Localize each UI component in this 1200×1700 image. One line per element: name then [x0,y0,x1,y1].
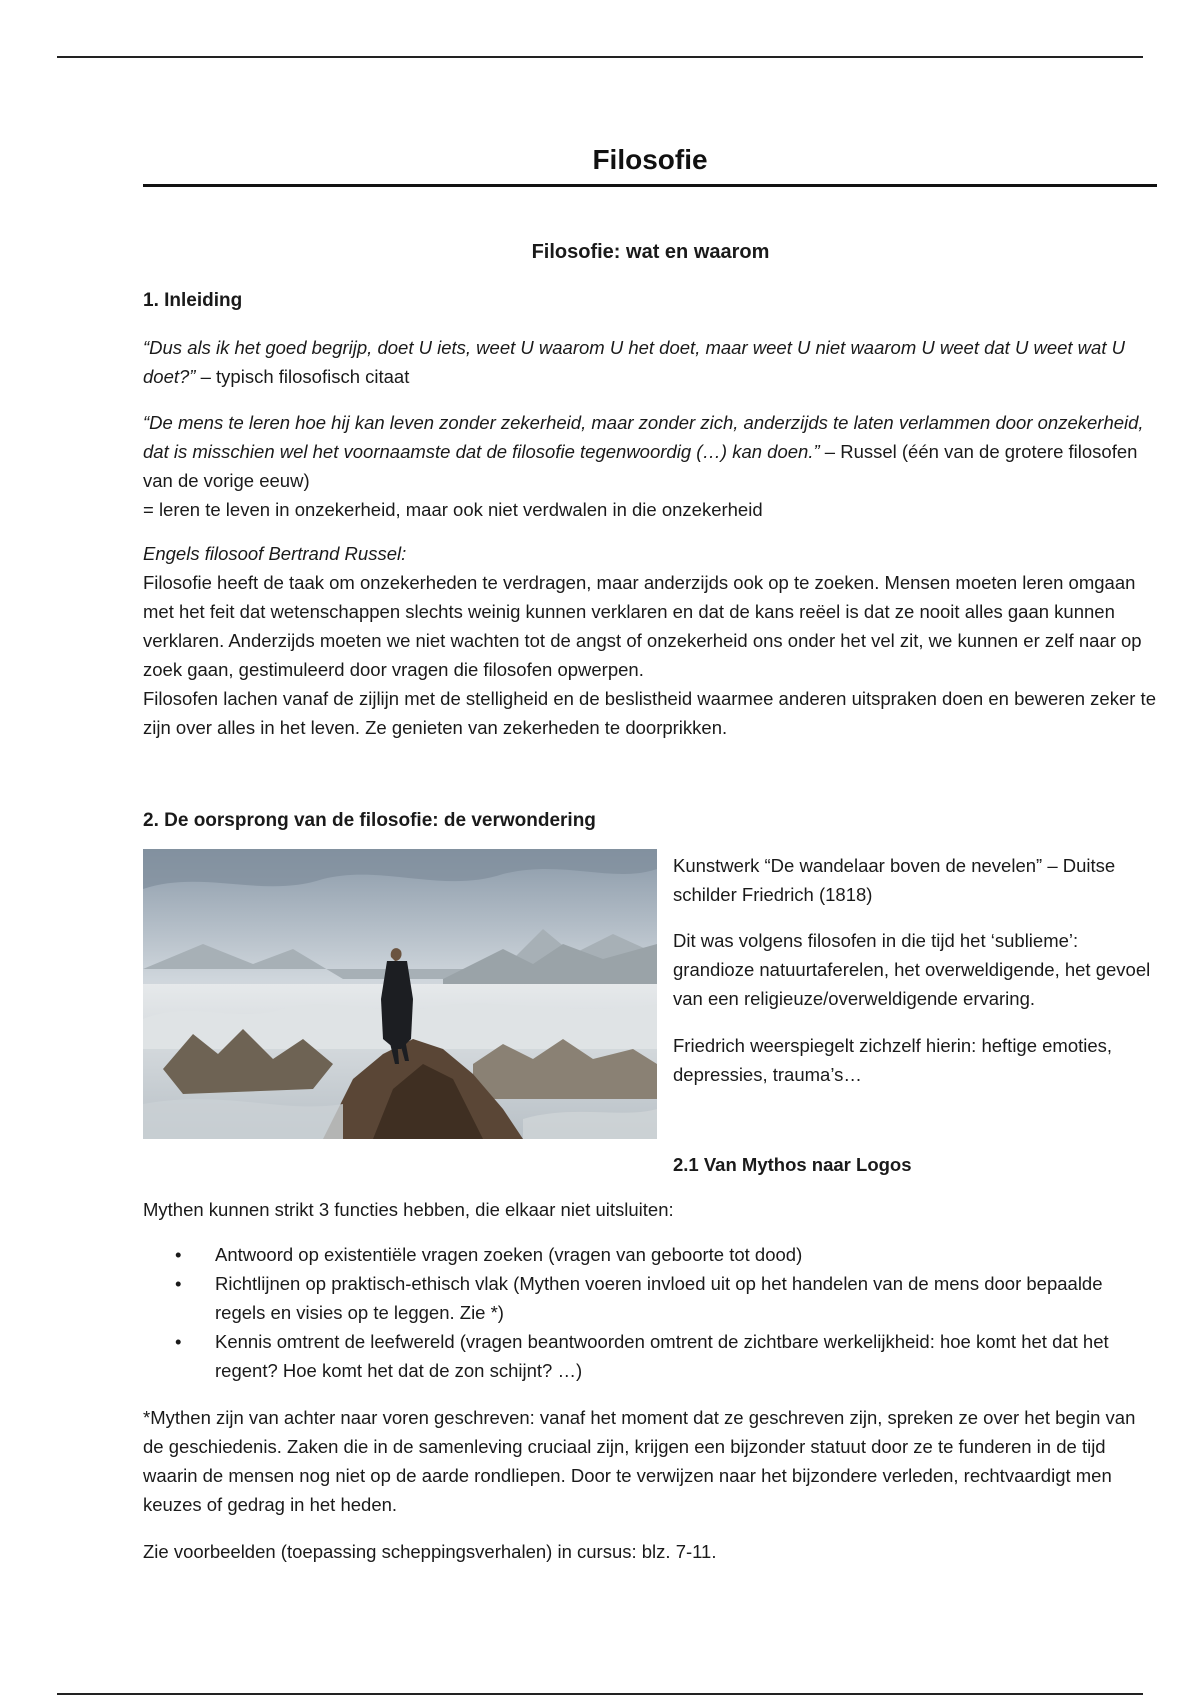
list-item-text: Kennis omtrent de leefwereld (vragen beantwoorden omtrent de zichtbare werkelijkheid: hoe komt het dat het regent? Hoe komt het dat de zon schijnt? …) [215,1331,1109,1381]
list-item-text: Antwoord op existentiële vragen zoeken (vragen van geboorte tot dood) [215,1244,803,1265]
myth-functions-list [143,1240,1158,1385]
section2-heading: 2. De oorsprong van de filosofie: de verwondering [143,810,596,831]
list-item-text: Richtlijnen op praktisch-ethisch vlak (Mythen voeren invloed uit op het handelen van de mens door bepaalde regels en visies op te leggen. Zie *) [215,1273,1103,1323]
section1-heading: 1. Inleiding [143,290,243,311]
section2-1-heading: 2.1 Van Mythos naar Logos [673,1154,912,1175]
page-title: Filosofie [592,144,708,175]
list-item [143,1240,1158,1269]
wanderer-painting-image [143,849,657,1139]
course-reference: Zie voorbeelden (toepassing scheppingsverhalen) in cursus: blz. 7-11. [143,1541,717,1562]
russel-block [143,539,1158,742]
quote2-attribution: – Russel (één van de grotere filosofen van de vorige eeuw) [143,441,1138,491]
quote2-note: = leren te leven in onzekerheid, maar ook niet verdwalen in die onzekerheid [143,499,763,520]
quote2-text: “De mens te leren hoe hij kan leven zonder zekerheid, maar zonder zich, anderzijds te laten verlammen door onzekerheid, dat is misschien wel het voornaamste dat de filosofie tegenwoordig (…) kan doen.” [143,412,1144,462]
list-item [143,1269,1158,1327]
list-item [143,1327,1158,1385]
quote2 [143,408,1158,524]
bullet-icon: • [175,1273,182,1294]
quote1-attribution: – typisch filosofisch citaat [195,366,410,387]
bullet-icon: • [175,1331,182,1352]
bullet-icon: • [175,1244,182,1265]
russel-paragraph-1: Filosofie heeft de taak om onzekerheden te verdragen, maar anderzijds ook op te zoeken. Mensen moeten leren omgaan met het feit dat wetenschappen slechts weinig kunnen verklaren en dat de kans reëel is dat ze nooit alles gaan kunnen verklaren. Anderzijds moeten we niet wachten tot de angst of onzekerheid ons onder het vel zit, we kunnen er zelf naar op zoek gaan, gestimuleerd door vragen die filosofen opwerpen. [143,572,1142,680]
quote1-text: “Dus als ik het goed begrijp, doet U iets, weet U waarom U het doet, maar weet U niet waarom U weet dat U weet wat U doet?” [143,337,1125,387]
russel-label: Engels filosoof Bertrand Russel: [143,543,407,564]
painting-caption-2: Dit was volgens filosofen in die tijd het ‘sublieme’: grandioze natuurtaferelen, het overweldigende, het gevoel van een religieuze/overweldigende ervaring. [673,930,1151,1009]
page-top-rule [57,56,1143,58]
subtitle: Filosofie: wat en waarom [531,241,770,263]
quote1 [143,333,1158,391]
russel-paragraph-2: Filosofen lachen vanaf de zijlijn met de stelligheid en de beslistheid waarmee anderen uitspraken doen en beweren zeker te zijn over alles in het leven. Ze genieten van zekerheden te doorprikken. [143,688,1156,738]
painting-caption-3: Friedrich weerspiegelt zichzelf hierin: heftige emoties, depressies, trauma’s… [673,1035,1113,1085]
page-bottom-rule [57,1693,1143,1695]
myths-intro: Mythen kunnen strikt 3 functies hebben, die elkaar niet uitsluiten: [143,1199,674,1220]
myths-footnote: *Mythen zijn van achter naar voren geschreven: vanaf het moment dat ze geschreven zijn, spreken ze over het begin van de geschiedenis. Zaken die in de samenleving cruciaal zijn, krijgen een bijzonder statuut door ze te funderen in de tijd waarin de mensen nog niet op de aarde rondliepen. Door te verwijzen naar het bijzondere verleden, rechtvaardigt men keuzes of gedrag in het heden. [143,1407,1136,1515]
painting-caption-1: Kunstwerk “De wandelaar boven de nevelen” – Duitse schilder Friedrich (1818) [673,855,1116,905]
title-underline [143,184,1157,187]
